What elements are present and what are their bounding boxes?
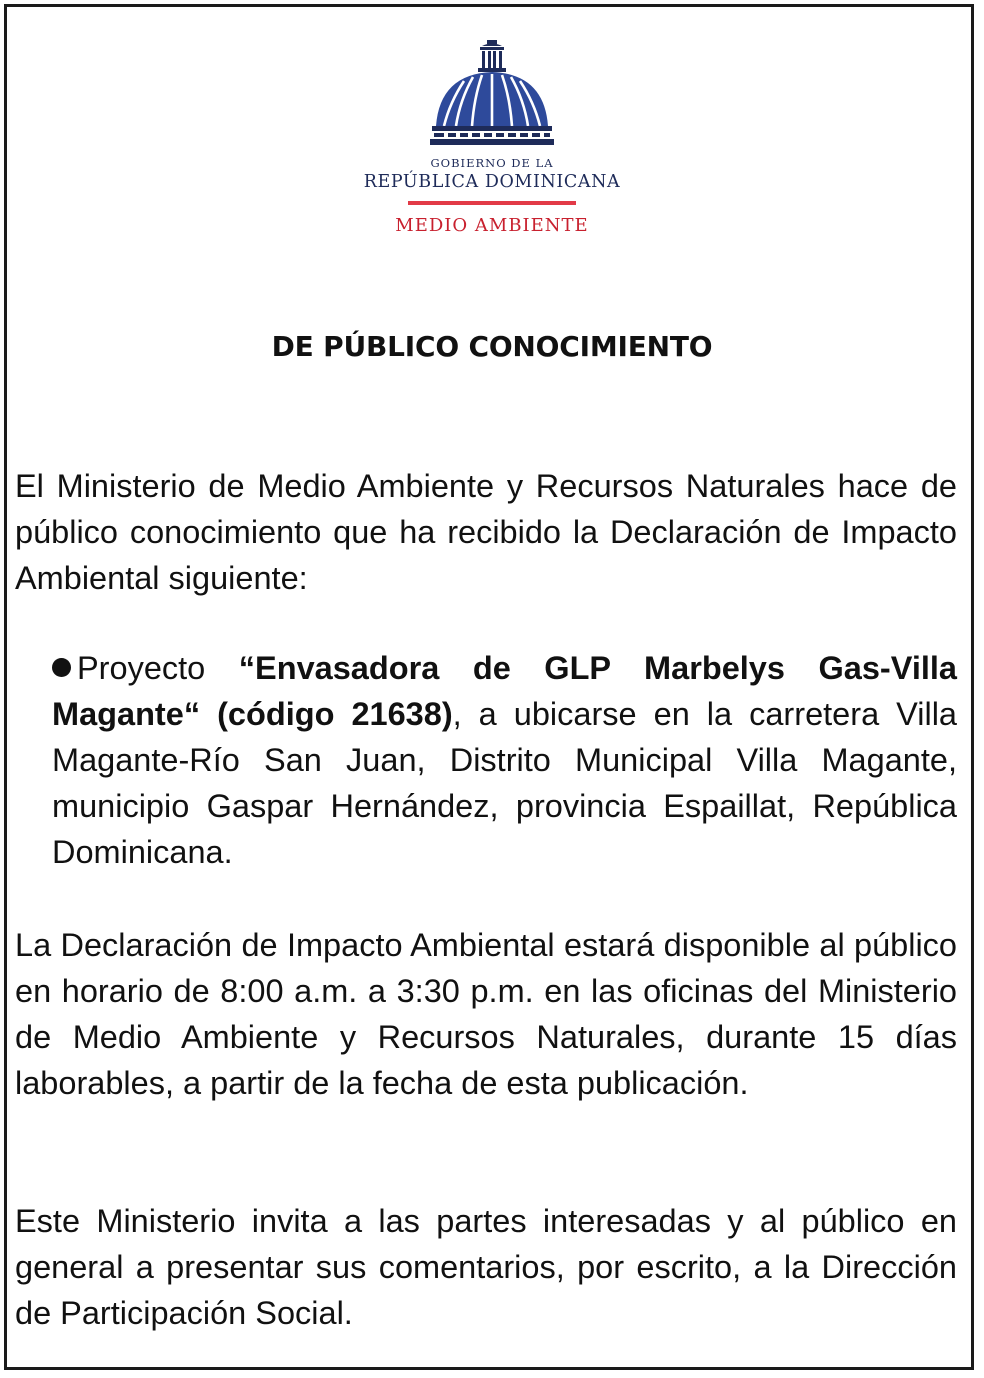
dome-icon <box>430 40 554 152</box>
invitation-paragraph: Este Ministerio invita a las partes interesadas y al público en general a presentar sus comentarios, por escrito, a la Dirección de Participación Social. <box>15 1203 957 1331</box>
project-name: “Envasadora de GLP Marbelys Gas-Villa Magante“ (código 21638) <box>52 650 957 732</box>
intro-paragraph: El Ministerio de Medio Ambiente y Recursos Naturales hace de público conocimiento que ha recibido la Declaración de Impacto Ambiental siguiente: <box>15 468 957 596</box>
logo-line-gobierno: GOBIERNO DE LA <box>430 156 554 170</box>
notice-heading: DE PÚBLICO CONOCIMIENTO <box>271 330 713 363</box>
logo-line-republica: REPÚBLICA DOMINICANA <box>363 171 621 192</box>
logo-red-divider <box>408 201 576 205</box>
logo-line-medio-ambiente: MEDIO AMBIENTE <box>395 215 589 236</box>
bullet-icon <box>52 658 71 677</box>
availability-paragraph: La Declaración de Impacto Ambiental estará disponible al público en horario de 8:00 a.m. a 3:30 p.m. en las oficinas del Ministerio de Medio Ambiente y Recursos Naturales, durante 15 días laborables, a partir de la fecha de esta publicación. <box>15 927 957 1101</box>
project-location: , a ubicarse en la carretera Villa Magante-Río San Juan, Distrito Municipal Villa Magante, municipio Gaspar Hernández, provincia Espaillat, República Dominicana. <box>52 696 957 870</box>
project-bullet <box>52 645 957 875</box>
project-prefix: Proyecto <box>77 650 239 686</box>
government-logo <box>0 40 984 235</box>
